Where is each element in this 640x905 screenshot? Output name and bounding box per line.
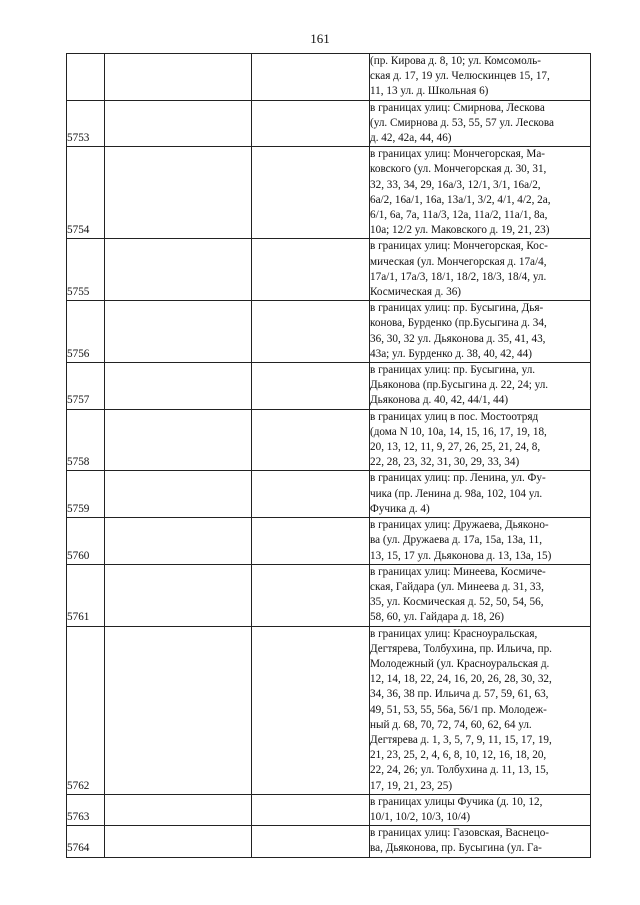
address-cell	[370, 147, 591, 239]
address-line: в границах улицы Фучика (д. 10, 12,	[370, 795, 543, 808]
row-number: 5763	[67, 794, 105, 825]
address-line: в границах улиц: пр. Ленина, ул. Фу-	[370, 472, 546, 485]
empty-cell	[252, 564, 370, 626]
address-line: (дома N 10, 10а, 14, 15, 16, 17, 19, 18,	[370, 425, 547, 438]
row-number: 5755	[67, 239, 105, 301]
address-cell	[370, 564, 591, 626]
address-line: 35, ул. Космическая д. 52, 50, 54, 56,	[370, 596, 544, 609]
table-row	[67, 363, 591, 410]
address-line: 13, 15, 17 ул. Дьяконова д. 13, 13а, 15)	[370, 549, 552, 562]
address-cell	[370, 794, 591, 825]
address-table	[66, 53, 591, 858]
address-line: Фучика д. 4)	[370, 502, 430, 515]
address-line: ковского (ул. Мончегорская д. 30, 31,	[370, 163, 547, 176]
address-line: в границах улиц в пос. Мостоотряд	[370, 410, 539, 423]
table-row	[67, 239, 591, 301]
empty-cell	[252, 54, 370, 101]
address-cell	[370, 409, 591, 471]
address-line: д. 42, 42а, 44, 46)	[370, 132, 452, 145]
empty-cell	[252, 626, 370, 794]
row-number: 5756	[67, 301, 105, 363]
table-row	[67, 826, 591, 857]
table-row	[67, 301, 591, 363]
address-line: в границах улиц: Минеева, Космиче-	[370, 565, 546, 578]
empty-cell	[252, 794, 370, 825]
address-line: ская д. 17, 19 ул. Челюскинцев 15, 17,	[370, 70, 550, 83]
address-line: 22, 28, 23, 32, 31, 30, 29, 33, 34)	[370, 456, 520, 469]
address-line: 43а; ул. Бурденко д. 38, 40, 42, 44)	[370, 347, 532, 360]
address-line: конова, Бурденко (пр.Бусыгина д. 34,	[370, 317, 547, 330]
address-line: 36, 30, 32 ул. Дьяконова д. 35, 41, 43,	[370, 332, 546, 345]
address-line: 49, 51, 53, 55, 56а, 56/1 пр. Молодеж-	[370, 703, 547, 716]
address-line: в границах улиц: Смирнова, Лескова	[370, 101, 545, 114]
row-number	[67, 54, 105, 101]
empty-cell	[105, 626, 252, 794]
table-row	[67, 54, 591, 101]
table-row	[67, 794, 591, 825]
address-line: ва, Дьяконова, пр. Бусыгина (ул. Га-	[370, 842, 542, 855]
empty-cell	[105, 518, 252, 565]
table-row	[67, 409, 591, 471]
address-line: (ул. Смирнова д. 53, 55, 57 ул. Лескова	[370, 116, 554, 129]
empty-cell	[105, 409, 252, 471]
empty-cell	[105, 239, 252, 301]
address-line: Дьяконова д. 40, 42, 44/1, 44)	[370, 394, 509, 407]
address-line: Молодежный (ул. Красноуральская д.	[370, 657, 550, 670]
address-line: 34, 36, 38 пр. Ильича д. 57, 59, 61, 63,	[370, 688, 549, 701]
table-row	[67, 100, 591, 147]
row-number: 5760	[67, 518, 105, 565]
address-cell	[370, 54, 591, 101]
row-number: 5759	[67, 471, 105, 518]
row-number: 5754	[67, 147, 105, 239]
address-line: Дегтярева д. 1, 3, 5, 7, 9, 11, 15, 17, 19,	[370, 733, 552, 746]
address-line: мическая (ул. Мончегорская д. 17а/4,	[370, 255, 547, 268]
address-cell	[370, 301, 591, 363]
empty-cell	[105, 301, 252, 363]
address-line: 21, 23, 25, 2, 4, 6, 8, 10, 12, 16, 18, 20,	[370, 749, 547, 762]
address-line: в границах улиц: Дружаева, Дьяконо-	[370, 519, 549, 532]
address-line: Дегтярева, Толбухина, пр. Ильича, пр.	[370, 642, 552, 655]
address-line: в границах улиц: Мончегорская, Ма-	[370, 148, 546, 161]
row-number: 5762	[67, 626, 105, 794]
address-line: в границах улиц: пр. Бусыгина, Дья-	[370, 302, 544, 315]
page-number: 161	[310, 31, 330, 46]
address-line: ская, Гайдара (ул. Минеева д. 31, 33,	[370, 580, 544, 593]
address-line: 32, 33, 34, 29, 16а/3, 12/1, 3/1, 16а/2,	[370, 178, 541, 191]
table-row	[67, 471, 591, 518]
table-row	[67, 626, 591, 794]
address-line: в границах улиц: Газовская, Васнецо-	[370, 827, 550, 840]
table-row	[67, 564, 591, 626]
empty-cell	[252, 471, 370, 518]
address-line: (пр. Кирова д. 8, 10; ул. Комсомоль-	[370, 55, 541, 67]
address-line: Космическая д. 36)	[370, 286, 462, 299]
table-row	[67, 518, 591, 565]
address-line: ный д. 68, 70, 72, 74, 60, 62, 64 ул.	[370, 718, 532, 731]
row-number: 5757	[67, 363, 105, 410]
empty-cell	[252, 518, 370, 565]
address-line: Дьяконова (пр.Бусыгина д. 22, 24; ул.	[370, 379, 549, 392]
address-cell	[370, 626, 591, 794]
address-line: 17а/1, 17а/3, 18/1, 18/2, 18/3, 18/4, ул.	[370, 270, 547, 283]
address-line: 6а/2, 16а/1, 16а, 13а/1, 3/2, 4/1, 4/2, 2а,	[370, 193, 551, 206]
empty-cell	[252, 147, 370, 239]
address-cell	[370, 239, 591, 301]
row-number: 5764	[67, 826, 105, 857]
table-row	[67, 147, 591, 239]
empty-cell	[105, 471, 252, 518]
empty-cell	[105, 794, 252, 825]
empty-cell	[105, 100, 252, 147]
row-number: 5761	[67, 564, 105, 626]
address-line: 58, 60, ул. Гайдара д. 18, 26)	[370, 611, 504, 624]
empty-cell	[252, 363, 370, 410]
empty-cell	[252, 100, 370, 147]
empty-cell	[252, 239, 370, 301]
address-cell	[370, 471, 591, 518]
row-number: 5753	[67, 100, 105, 147]
empty-cell	[252, 409, 370, 471]
empty-cell	[105, 147, 252, 239]
address-line: 10а; 12/2 ул. Маковского д. 19, 21, 23)	[370, 224, 550, 237]
address-line: 12, 14, 18, 22, 24, 16, 20, 26, 28, 30, 32,	[370, 673, 552, 686]
address-line: в границах улиц: Красноуральская,	[370, 627, 538, 640]
address-cell	[370, 518, 591, 565]
address-cell	[370, 100, 591, 147]
address-line: 10/1, 10/2, 10/3, 10/4)	[370, 810, 471, 823]
address-line: ва (ул. Дружаева д. 17а, 15а, 13а, 11,	[370, 534, 543, 547]
address-line: в границах улиц: пр. Бусыгина, ул.	[370, 364, 536, 377]
address-line: 11, 13 ул. д. Школьная 6)	[370, 85, 489, 98]
empty-cell	[105, 826, 252, 857]
address-line: 22, 24, 26; ул. Толбухина д. 11, 13, 15,	[370, 764, 549, 777]
empty-cell	[252, 301, 370, 363]
empty-cell	[105, 363, 252, 410]
address-cell	[370, 363, 591, 410]
address-line: 20, 13, 12, 11, 9, 27, 26, 25, 21, 24, 8,	[370, 441, 541, 454]
address-line: 17, 19, 21, 23, 25)	[370, 779, 453, 792]
address-line: 6/1, 6а, 7а, 11а/3, 12а, 11а/2, 11а/1, 8а,	[370, 209, 548, 222]
empty-cell	[252, 826, 370, 857]
address-line: в границах улиц: Мончегорская, Кос-	[370, 240, 548, 253]
address-line: чика (пр. Ленина д. 98а, 102, 104 ул.	[370, 487, 543, 500]
empty-cell	[105, 54, 252, 101]
table-body	[67, 54, 591, 858]
empty-cell	[105, 564, 252, 626]
address-cell	[370, 826, 591, 857]
row-number: 5758	[67, 409, 105, 471]
